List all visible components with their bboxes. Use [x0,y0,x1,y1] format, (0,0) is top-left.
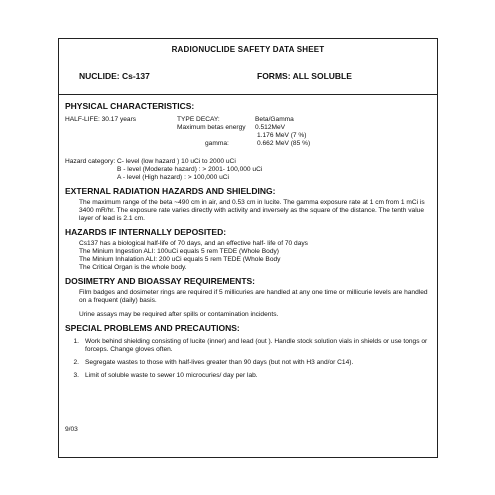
item-number: 1. [73,338,79,345]
header-divider [59,94,437,95]
gamma-value: 0.662 MeV (85 %) [257,140,311,147]
revision-date: 9/03 [65,426,78,433]
item-text: Limit of soluble waste to sewer 10 microcuries/ day per lab. [85,372,258,379]
max-beta-value-1: 0.512MeV [255,124,286,131]
dosimetry-text-1: Film badges and dosimeter rings are required if 5 millicuries are handled at any one time or millicurie levels are handled on a frequent (daily) basis. [79,289,428,304]
type-decay-label: TYPE DECAY: [177,116,220,123]
list-item [65,338,429,354]
internal-line-3: The Minium Inhalation ALI: 200 uCi equals 5 rem TEDE (Whole Body [79,256,281,263]
special-heading: SPECIAL PROBLEMS AND PRECAUTIONS: [65,323,240,333]
item-text: Work behind shielding consisting of lucite (inner) and lead (out ). Handle stock solution vials in shields or use tongs or forceps. Change gloves often. [85,338,428,353]
item-number: 2. [73,359,79,366]
sheet-content [65,101,429,385]
max-beta-label: Maximum betas energy [177,124,246,131]
item-number: 3. [73,372,79,379]
type-decay-value: Beta/Gamma [255,116,294,123]
internal-line-4: The Critical Organ is the whole body. [79,264,187,271]
internal-line-1: Cs137 has a biological half-life of 70 days, and an effective half- life of 70 days [79,240,308,247]
hazard-c-level: Hazard category: C- level (low hazard ) 10 uCi to 2000 uCi [65,158,236,165]
nuclide-label: NUCLIDE: Cs-137 [79,71,150,81]
sheet-title: RADIONUCLIDE SAFETY DATA SHEET [171,45,325,54]
hazard-b-level: B - level (Moderate hazard) : > 2001- 100,000 uCi [117,166,263,173]
half-life: HALF-LIFE: 30.17 years [65,116,137,123]
dosimetry-text-2: Urine assays may be required after spills or contamination incidents. [79,311,279,318]
hazard-a-level: A - level (High hazard) : > 100,000 uCi [117,174,229,181]
external-text: The maximum range of the beta ~490 cm in air, and 0.53 cm in lucite. The gamma exposure rate at 1 cm from 1 mCi is 3400 mR/hr. The exposure rate varies directly with activity and inversely as the square of the distance. The tenth value layer of lead is 2.1 cm. [79,199,425,222]
list-item [65,359,429,367]
forms-label: FORMS: ALL SOLUBLE [257,71,352,81]
external-heading: EXTERNAL RADIATION HAZARDS AND SHIELDING: [65,186,276,196]
internal-line-2: The Minium Ingestion ALI: 100uCi equals 5 rem TEDE (Whole Body) [79,248,279,255]
physical-characteristics [65,116,429,216]
precautions-list [65,338,429,380]
physical-heading: PHYSICAL CHARACTERISTICS: [65,101,195,111]
list-item [65,372,429,380]
item-text: Segregate wastes to those with half-lives greater than 90 days (but not with H3 and/or C14). [85,359,354,366]
gamma-label: gamma: [205,140,229,147]
internal-heading: HAZARDS IF INTERNALLY DEPOSITED: [65,227,227,237]
dosimetry-heading: DOSIMETRY AND BIOASSAY REQUIREMENTS: [65,276,256,286]
internal-text [65,240,429,272]
data-sheet [58,38,438,458]
nuclide-row [79,71,417,83]
max-beta-value-2: 1.176 MeV (7 %) [257,132,307,139]
